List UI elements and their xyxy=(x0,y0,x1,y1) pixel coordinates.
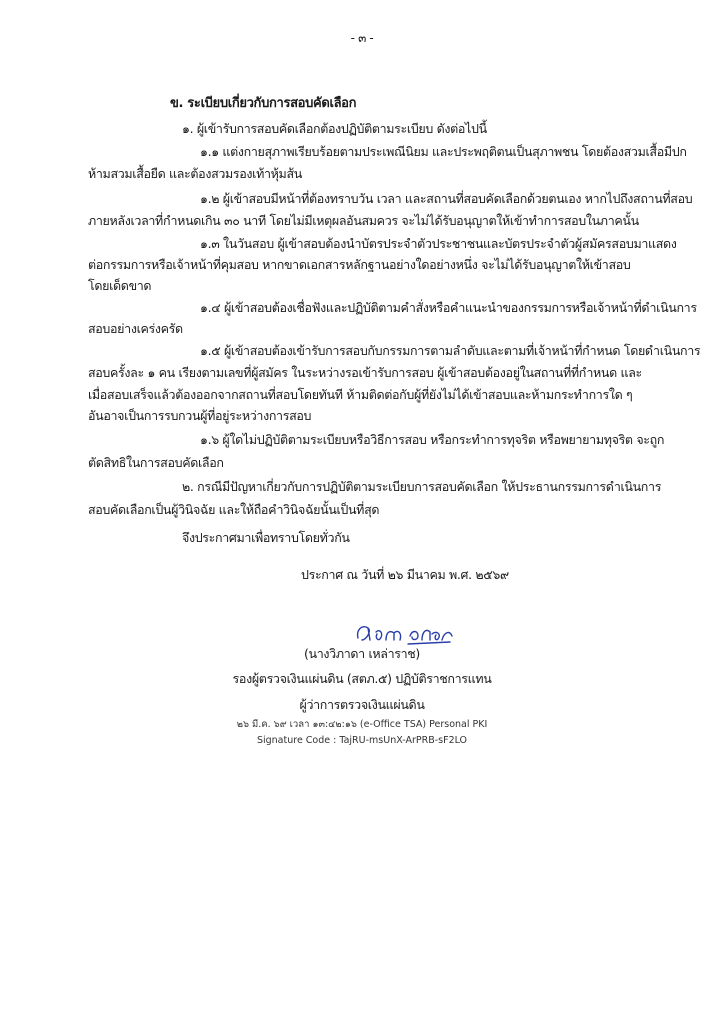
page-number: - ๓ - xyxy=(350,31,374,45)
paragraph-line: ๑. ผู้เข้ารับการสอบคัดเลือกต้องปฏิบัติตามระเบียบ ดังต่อไปนี้ xyxy=(182,121,487,136)
announcement-date: ประกาศ ณ วันที่ ๒๖ มีนาคม พ.ศ. ๒๕๖๙ xyxy=(301,567,509,582)
paragraph-line: ตัดสิทธิในการสอบคัดเลือก xyxy=(88,455,224,470)
e-signature-line: ๒๖ มี.ค. ๖๙ เวลา ๑๓:๔๒:๑๖ (e-Office TSA) Personal PKI xyxy=(236,719,488,730)
paragraph-line: ๑.๒ ผู้เข้าสอบมีหน้าที่ต้องทราบวัน เวลา และสถานที่สอบคัดเลือกด้วยตนเอง หากไปถึงสถานที่สอบ xyxy=(200,191,693,206)
section-heading: ข. ระเบียบเกี่ยวกับการสอบคัดเลือก xyxy=(170,96,357,111)
signature-code: Signature Code : TajRU-msUnX-ArPRB-sF2LO xyxy=(256,735,468,746)
paragraph-line: ๒. กรณีมีปัญหาเกี่ยวกับการปฏิบัติตามระเบียบการสอบคัดเลือก ให้ประธานกรรมการดำเนินการ xyxy=(182,479,662,494)
paragraph-line: สอบครั้งละ ๑ คน เรียงตามเลขที่ผู้สมัคร ในระหว่างรอเข้ารับการสอบ ผู้เข้าสอบต้องอยู่ในสถานที่ที่กำหนด และ xyxy=(88,365,642,380)
signer-name: (นางวิภาดา เหล่าราช) xyxy=(304,646,420,661)
paragraph-line: ต่อกรรมการหรือเจ้าหน้าที่คุมสอบ หากขาดเอกสารหลักฐานอย่างใดอย่างหนึ่ง จะไม่ได้รับอนุญาตให้เข้าสอบ xyxy=(88,257,631,272)
paragraph-line: ภายหลังเวลาที่กำหนดเกิน ๓๐ นาที โดยไม่มีเหตุผลอันสมควร จะไม่ได้รับอนุญาตให้เข้าทำการสอบในภาคนั้น xyxy=(88,213,639,228)
signer-position: รองผู้ตรวจเงินแผ่นดิน (สตภ.๕) ปฏิบัติราชการแทน xyxy=(232,671,492,686)
paragraph-line: ๑.๖ ผู้ใดไม่ปฏิบัติตามระเบียบหรือวิธีการสอบ หรือกระทำการทุจริต หรือพยายามทุจริต จะถูก xyxy=(200,432,665,447)
paragraph-line: ๑.๓ ในวันสอบ ผู้เข้าสอบต้องนำบัตรประจำตัวประชาชนและบัตรประจำตัวผู้สมัครสอบมาแสดง xyxy=(200,236,677,251)
handwritten-signature xyxy=(350,616,460,650)
paragraph-line: ๑.๕ ผู้เข้าสอบต้องเข้ารับการสอบกับกรรมการตามลำดับและตามที่เจ้าหน้าที่กำหนด โดยดำเนินการ xyxy=(200,343,701,358)
paragraph-line: ๑.๔ ผู้เข้าสอบต้องเชื่อฟังและปฏิบัติตามคำสั่งหรือคำแนะนำของกรรมการหรือเจ้าหน้าที่ดำเนินการ xyxy=(200,300,697,315)
paragraph-line: สอบคัดเลือกเป็นผู้วินิจฉัย และให้ถือคำวินิจฉัยนั้นเป็นที่สุด xyxy=(88,502,380,517)
paragraph-line: เมื่อสอบเสร็จแล้วต้องออกจากสถานที่สอบโดยทันที ห้ามติดต่อกับผู้ที่ยังไม่ได้เข้าสอบและห้ามกระทำการใด ๆ xyxy=(88,387,633,402)
paragraph-line: อันอาจเป็นการรบกวนผู้ที่อยู่ระหว่างการสอบ xyxy=(88,408,312,423)
paragraph-line: ห้ามสวมเสื้อยืด และต้องสวมรองเท้าหุ้มส้น xyxy=(88,166,302,181)
signer-title: ผู้ว่าการตรวจเงินแผ่นดิน xyxy=(299,697,425,712)
paragraph-line: สอบอย่างเคร่งครัด xyxy=(88,321,183,336)
closing-line: จึงประกาศมาเพื่อทราบโดยทั่วกัน xyxy=(182,530,350,545)
paragraph-line: โดยเด็ดขาด xyxy=(88,278,152,293)
paragraph-line: ๑.๑ แต่งกายสุภาพเรียบร้อยตามประเพณีนิยม และประพฤติตนเป็นสุภาพชน โดยต้องสวมเสื้อมีปก xyxy=(200,144,687,159)
